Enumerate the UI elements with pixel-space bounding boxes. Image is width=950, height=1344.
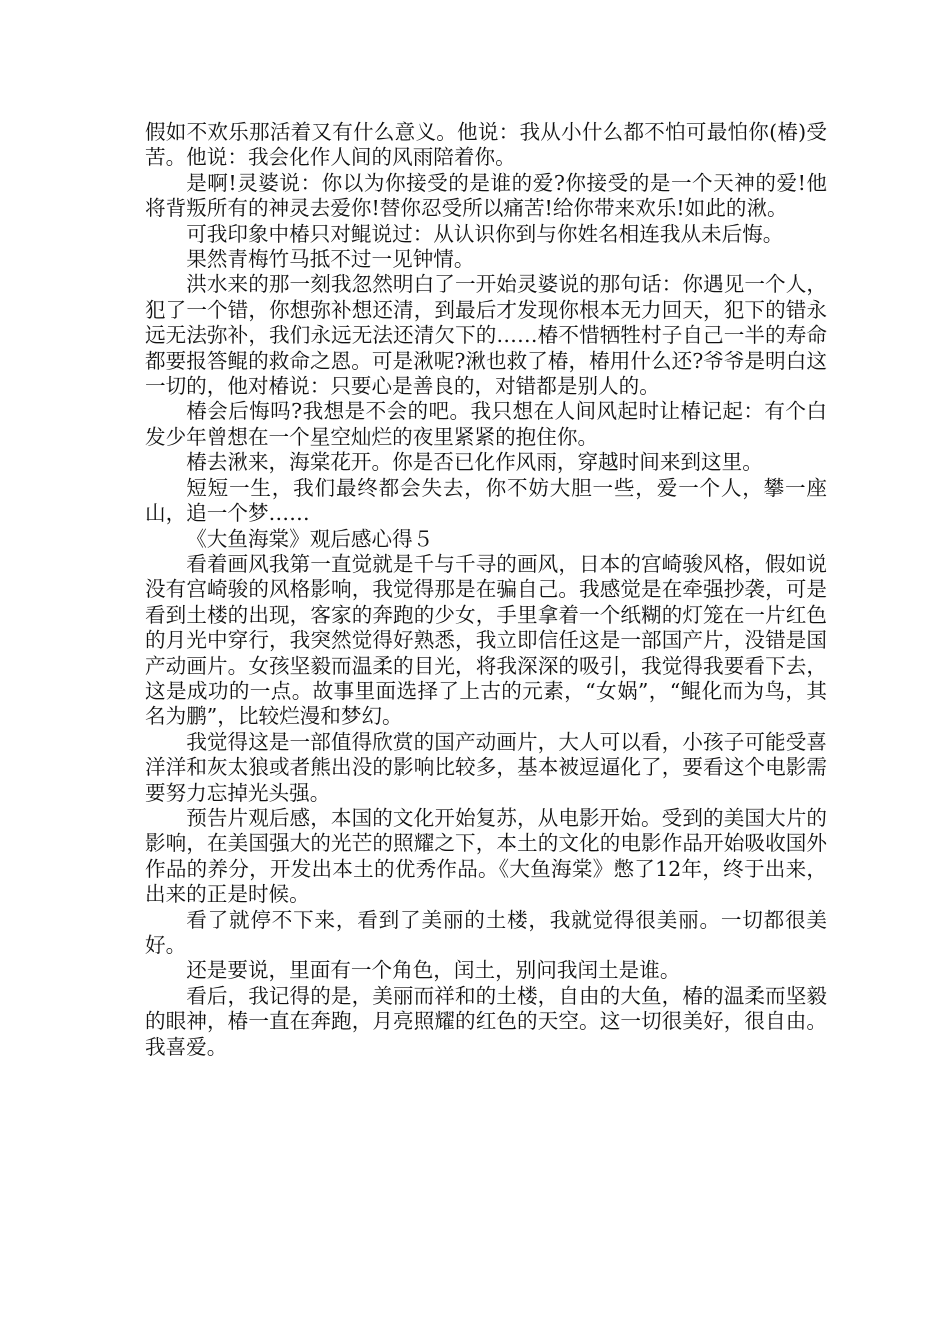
paragraph: 假如不欢乐那活着又有什么意义。他说：我从小什么都不怕可最怕你(椿)受苦。他说：我会化作人间的风雨陪着你。 (145, 120, 827, 170)
section-heading: 《大鱼海棠》观后感心得５ (186, 526, 434, 551)
document-page (145, 120, 827, 1060)
paragraph: 果然青梅竹马抵不过一见钟情。 (186, 247, 475, 272)
paragraph: 椿去湫来，海棠花开。你是否已化作风雨，穿越时间来到这里。 (186, 450, 763, 475)
paragraph: 可我印象中椿只对鲲说过：从认识你到与你姓名相连我从未后悔。 (186, 221, 784, 246)
paragraph: 我觉得这是一部值得欣赏的国产动画片，大人可以看，小孩子可能受喜洋洋和灰太狼或者熊出没的影响比较多，基本被逗逼化了，要看这个电影需要努力忘掉光头强。 (145, 729, 827, 805)
paragraph: 椿会后悔吗?我想是不会的吧。我只想在人间风起时让椿记起：有个白发少年曾想在一个星空灿烂的夜里紧紧的抱住你。 (145, 399, 827, 449)
paragraph: 预告片观后感，本国的文化开始复苏，从电影开始。受到的美国大片的影响，在美国强大的光芒的照耀之下，本土的文化的电影作品开始吸收国外作品的养分，开发出本土的优秀作品。《大鱼海棠》憋了12年，终于出来，出来的正是时候。 (145, 805, 827, 907)
paragraph: 短短一生，我们最终都会失去，你不妨大胆一些，爱一个人，攀一座山，追一个梦…… (145, 475, 827, 526)
paragraph: 洪水来的那一刻我忽然明白了一开始灵婆说的那句话：你遇见一个人，犯了一个错，你想弥补想还清，到最后才发现你根本无力回天，犯下的错永远无法弥补，我们永远无法还清欠下的……椿不惜牺牲村子自己一半的寿命都要报答鲲的救命之恩。可是湫呢?湫也救了椿，椿用什么还?爷爷是明白这一切的，他对椿说：只要心是善良的，对错都是别人的。 (145, 272, 827, 399)
paragraph: 看后，我记得的是，美丽而祥和的土楼，自由的大鱼，椿的温柔而坚毅的眼神，椿一直在奔跑，月亮照耀的红色的天空。这一切很美好，很自由。我喜爱。 (145, 983, 827, 1059)
paragraph: 还是要说，里面有一个角色，闰土，别问我闰土是谁。 (186, 958, 681, 983)
paragraph: 看着画风我第一直觉就是千与千寻的画风，日本的宫崎骏风格，假如说没有宫崎骏的风格影响，我觉得那是在骗自己。我感觉是在牵强抄袭，可是看到土楼的出现，客家的奔跑的少女，手里拿着一个纸糊的灯笼在一片红色的月光中穿行，我突然觉得好熟悉，我立即信任这是一部国产片，没错是国产动画片。女孩坚毅而温柔的目光，将我深深的吸引，我觉得我要看下去，这是成功的一点。故事里面选择了上古的元素，“女娲”，“鲲化而为鸟，其名为鹏”，比较烂漫和梦幻。 (145, 551, 827, 729)
paragraph: 是啊!灵婆说：你以为你接受的是谁的爱?你接受的是一个天神的爱!他将背叛所有的神灵去爱你!替你忍受所以痛苦!给你带来欢乐!如此的湫。 (145, 170, 827, 221)
paragraph: 看了就停不下来，看到了美丽的土楼，我就觉得很美丽。一切都很美好。 (145, 907, 827, 957)
